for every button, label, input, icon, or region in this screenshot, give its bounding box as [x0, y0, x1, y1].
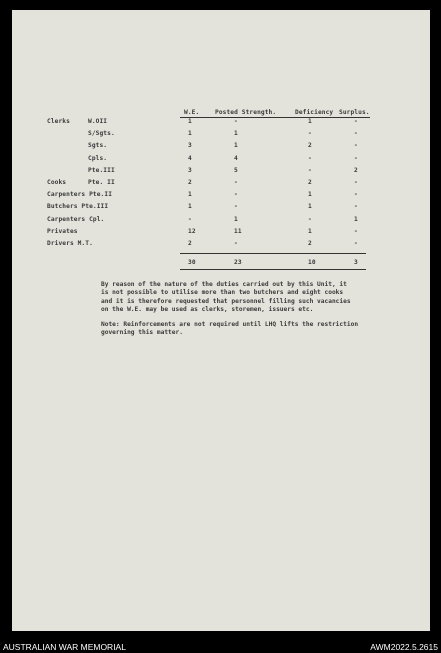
cell-surplus: -: [354, 227, 358, 235]
cell-posted: 1: [234, 130, 238, 138]
cell-rank: Sgts.: [88, 142, 108, 150]
cell-surplus: -: [354, 203, 358, 211]
cell-rank: W.OII: [88, 118, 108, 125]
cell-posted: 5: [234, 166, 238, 174]
paragraph-line: By reason of the nature of the duties carried out by this Unit, it: [101, 281, 347, 288]
cell-rank: S/Sgts.: [88, 130, 115, 138]
cell-deficiency: 1: [308, 203, 312, 211]
totals-rule: [180, 253, 366, 254]
cell-rank: Cpls.: [88, 154, 108, 162]
cell-posted: 4: [234, 154, 238, 162]
cell-we: 3: [188, 142, 192, 150]
cell-surplus: -: [354, 118, 358, 125]
cell-posted: -: [234, 240, 238, 247]
paragraph-line: Note: Reinforcements are not required until LHQ lifts the restriction: [101, 321, 359, 328]
header-deficiency: Deficiency: [295, 109, 334, 116]
cell-group: Drivers M.T.: [47, 240, 93, 247]
cell-surplus: -: [354, 154, 358, 162]
cell-we: 2: [188, 179, 192, 186]
cell-group: Clerks: [47, 118, 70, 125]
cell-we: -: [188, 215, 192, 223]
bleed-through-text: [52, 28, 412, 108]
total-surplus: 3: [354, 259, 358, 266]
cell-group: Butchers Pte.III: [47, 203, 109, 211]
cell-deficiency: -: [308, 154, 312, 162]
cell-posted: 1: [234, 142, 238, 150]
cell-deficiency: 1: [308, 118, 312, 125]
cell-posted: -: [234, 118, 238, 125]
cell-deficiency: -: [308, 130, 312, 138]
cell-deficiency: 2: [308, 240, 312, 247]
cell-we: 3: [188, 166, 192, 174]
cell-surplus: -: [354, 179, 358, 186]
footer-accession-number: AWM2022.5.2615: [370, 642, 438, 652]
cell-group: Carpenters Cpl.: [47, 215, 105, 223]
cell-we: 4: [188, 154, 192, 162]
cell-deficiency: 1: [308, 191, 312, 199]
header-we: W.E.: [184, 109, 200, 116]
cell-group: Privates: [47, 227, 78, 235]
cell-deficiency: 2: [308, 142, 312, 150]
cell-we: 12: [188, 227, 196, 235]
footer-bar: [0, 639, 441, 653]
paragraph-vacancies: [101, 281, 401, 314]
header-rule: [180, 117, 370, 118]
cell-deficiency: 2: [308, 179, 312, 186]
cell-surplus: 1: [354, 215, 358, 223]
cell-surplus: -: [354, 191, 358, 199]
cell-posted: 1: [234, 215, 238, 223]
cell-posted: -: [234, 203, 238, 211]
cell-group: Cooks: [47, 179, 67, 186]
paragraph-note: [101, 321, 401, 338]
header-posted-strength: Posted Strength.: [215, 109, 277, 116]
totals-underline: [180, 269, 366, 270]
cell-we: 1: [188, 191, 192, 199]
cell-deficiency: -: [308, 215, 312, 223]
cell-we: 2: [188, 240, 192, 247]
cell-rank: Pte.III: [88, 166, 115, 174]
total-deficiency: 10: [308, 259, 316, 266]
paragraph-line: on the W.E. may be used as clerks, storemen, issuers etc.: [101, 305, 314, 313]
cell-posted: 11: [234, 227, 242, 235]
cell-posted: -: [234, 179, 238, 186]
footer-credit: AUSTRALIAN WAR MEMORIAL: [3, 642, 126, 652]
cell-deficiency: 1: [308, 227, 312, 235]
cell-posted: -: [234, 191, 238, 199]
cell-surplus: -: [354, 130, 358, 138]
cell-surplus: 2: [354, 166, 358, 174]
cell-deficiency: -: [308, 166, 312, 174]
cell-surplus: -: [354, 142, 358, 150]
cell-surplus: -: [354, 240, 358, 247]
total-we: 30: [188, 259, 196, 266]
paragraph-line: and it is therefore requested that personnel filling such vacancies: [101, 297, 351, 305]
total-posted: 23: [234, 259, 242, 266]
cell-rank: Pte. II: [88, 179, 115, 186]
cell-group: Carpenters Pte.II: [47, 191, 113, 199]
paragraph-line: is not possible to utilise more than two butchers and eight cooks: [101, 289, 344, 297]
cell-we: 1: [188, 130, 192, 138]
cell-we: 1: [188, 118, 192, 125]
document-page: [12, 10, 430, 631]
cell-we: 1: [188, 203, 192, 211]
paragraph-line: governing this matter.: [101, 329, 183, 337]
header-surplus: Surplus.: [339, 109, 370, 116]
